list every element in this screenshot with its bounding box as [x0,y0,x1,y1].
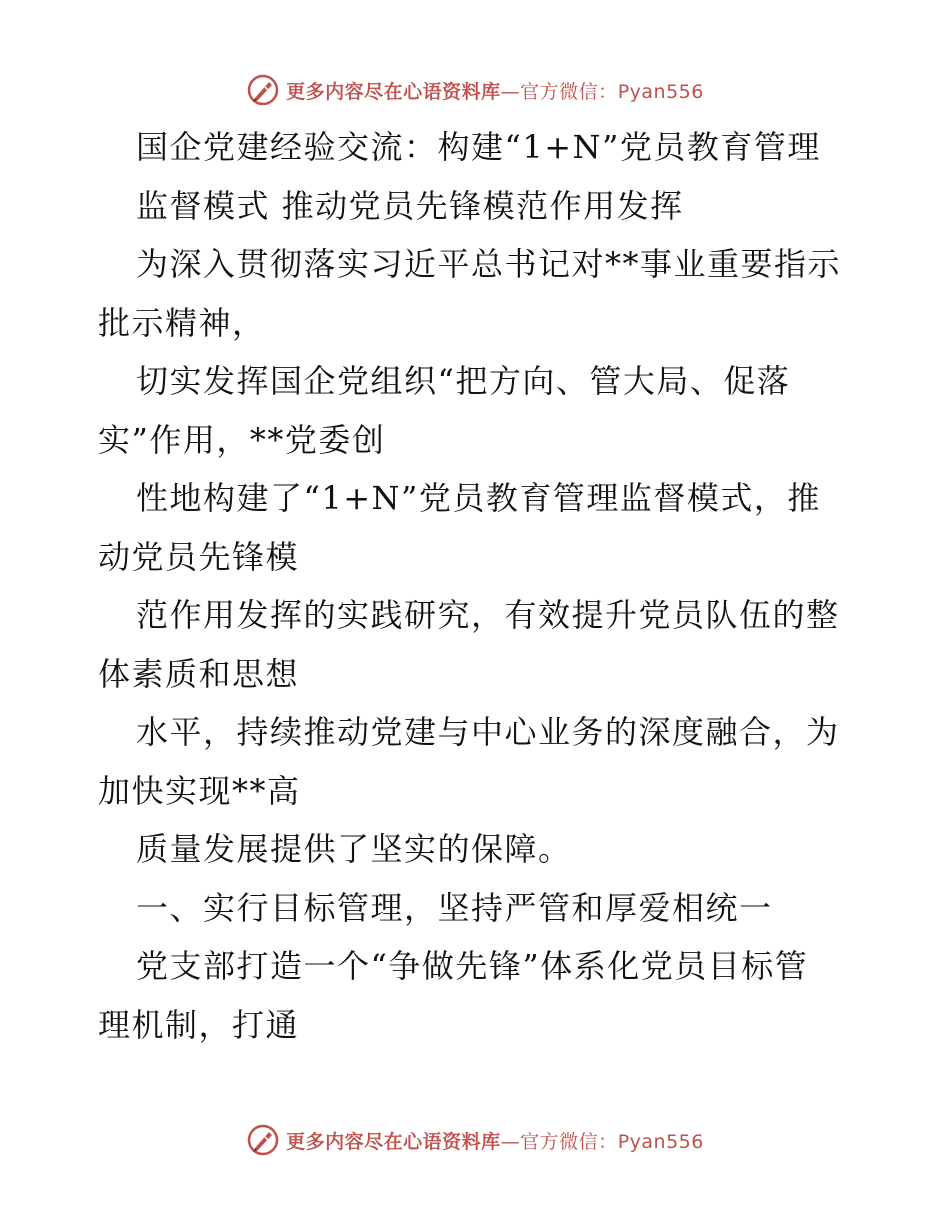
paragraph-line: 实”作用，**党委创 [98,420,386,459]
paragraph-line: 切实发挥国企党组织“把方向、管大局、促落 [136,362,791,400]
paragraph-line: 性地构建了“1+N”党员教育管理监督模式，推 [136,479,821,517]
paragraph-line: 动党员先锋模 [98,537,300,576]
paragraph-line: 为深入贯彻落实习近平总书记对**事业重要指示 [136,245,842,283]
watermark-contact-id: Pyan556 [617,1130,704,1153]
footer-watermark [0,1120,950,1160]
header-watermark [0,70,950,110]
quill-pen-circle-icon [246,73,280,107]
section-heading: 一、实行目标管理，坚持严管和厚爱相统一 [136,888,773,927]
paragraph-line: 质量发展提供了坚实的保障。 [136,830,572,868]
quill-pen-circle-icon [246,1123,280,1157]
paragraph-line: 体素质和思想 [98,654,300,693]
watermark-contact-label: 官方微信： [520,1130,618,1153]
title-line-1: 国企党建经验交流：构建“1+N”党员教育管理 [136,128,821,166]
watermark-contact-label: 官方微信： [520,80,618,103]
watermark-text: 更多内容尽在心语资料库 [286,80,501,103]
document-body [98,118,858,1054]
paragraph-line: 范作用发挥的实践研究，有效提升党员队伍的整 [136,596,840,634]
watermark-contact-id: Pyan556 [617,80,704,103]
paragraph-line: 批示精神， [98,303,266,342]
paragraph-line: 党支部打造一个“争做先锋”体系化党员目标管 [136,947,809,985]
watermark-text: 更多内容尽在心语资料库 [286,1130,501,1153]
watermark-separator: — [500,80,521,103]
paragraph-line: 水平，持续推动党建与中心业务的深度融合，为 [136,713,840,751]
paragraph-line: 加快实现**高 [98,771,301,810]
watermark-separator: — [500,1130,521,1153]
title-line-2: 监督模式 推动党员先锋模范作用发挥 [136,186,684,225]
paragraph-line: 理机制，打通 [98,1005,300,1044]
